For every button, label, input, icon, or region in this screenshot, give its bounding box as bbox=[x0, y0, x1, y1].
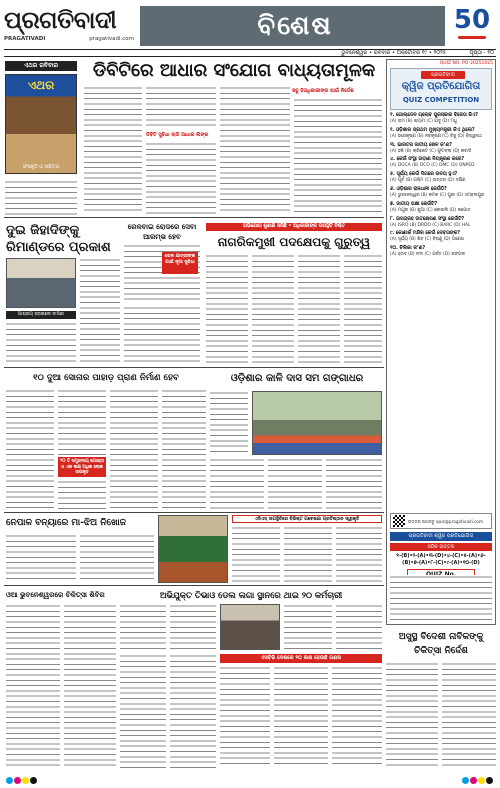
nepal-headline: ନେପାଳ ବନ୍ୟାରେ ମା-ଝିଅ ନିଖୋଜ bbox=[6, 518, 126, 528]
section-title: ବିଶେଷ bbox=[257, 11, 333, 41]
mid-box-headline: ରେଳ ଯାତ୍ରୀଙ୍କ ପାଇଁ ନୂଆ ସୁବିଧା bbox=[164, 254, 196, 265]
quiz-question-options: (A) ହରେକୃଷ୍ଣ (B) ନବକୃଷ୍ଣ (C) ବିଜୁ (D) ବିଶ୍ୱନାଥ bbox=[390, 133, 483, 139]
bottom-col-2 bbox=[170, 654, 216, 768]
quiz-question-text: ୧୦. ଚିଲିକା କ’ଣ? bbox=[390, 246, 426, 252]
foreign-headline: ଅସୁସ୍ଥ ବିଦେଶୀ ନାବିକଙ୍କୁ ଚିକିତ୍ସା ନିର୍ଦ୍ଦେଶ bbox=[398, 632, 484, 656]
quiz-questions bbox=[387, 111, 495, 511]
nepal-col-1 bbox=[6, 534, 76, 582]
bhubaneswar-col-1 bbox=[6, 604, 60, 768]
registration-cyan bbox=[6, 777, 13, 784]
quiz-question bbox=[390, 113, 492, 125]
mid-small-story-2 bbox=[124, 306, 200, 364]
oil-headline: ଅଭିଯୁକ୍ତ ତିଭାଓ ଡେଲ ଲଗା ସ୍ଥାନରେ ଥାଇ ୨୦ କର୍ମଚାରୀ bbox=[159, 590, 343, 600]
gold-col-2 bbox=[58, 389, 106, 455]
quiz-question-options: (A) ହକି (B) କ୍ରିକେଟ (C) ଫୁଟବଲ (D) କବାଡି bbox=[390, 148, 472, 154]
remand-photo bbox=[6, 258, 76, 308]
rule-h-4 bbox=[4, 585, 384, 586]
logo-text: ପ୍ରଗତିବାଦୀ bbox=[4, 6, 117, 34]
quiz-question-options: (A) DGCA (B) DCO (C) DMC (D) ONPED bbox=[390, 163, 475, 169]
registration-magenta-right bbox=[470, 777, 477, 784]
quiz-header bbox=[390, 68, 492, 110]
color-registration-marks bbox=[6, 777, 38, 784]
bottom-col-1 bbox=[120, 654, 166, 768]
research-col-1 bbox=[232, 526, 280, 582]
bottom-col-4 bbox=[274, 666, 328, 768]
nepal-col-2 bbox=[80, 534, 154, 582]
citizen-headline: ନାଗରିକମୁଖୀ ପଦକ୍ଷେପକୁ ଗୁରୁତ୍ୱ bbox=[217, 235, 371, 249]
gold-col-2b bbox=[58, 480, 106, 509]
remand-story-col-2 bbox=[6, 322, 76, 364]
quiz-question bbox=[390, 172, 492, 184]
gold-col-1 bbox=[6, 389, 54, 509]
citizen-col-4 bbox=[344, 254, 382, 364]
oil-col-2 bbox=[170, 604, 216, 650]
nepal-photo bbox=[158, 515, 228, 583]
banner-strip: ଅଭିଯୋଗ ଶୁଣାଣି ସରିଛି • ଅଧିକାରୀଙ୍କ ଉପସ୍ଥିତି ନିଶ୍ଚିତ bbox=[206, 223, 382, 231]
answer-label: ସଠିକ ଉତ୍ତର bbox=[390, 543, 492, 551]
rule-h-1 bbox=[4, 217, 384, 218]
odisha-col-3 bbox=[268, 458, 322, 509]
registration-magenta bbox=[14, 777, 21, 784]
quiz-question-options: (A) ସୂର୍ଯ୍ୟ (B) ଶିବ (C) ବିଷ୍ଣୁ (D) ଗଣେଶ bbox=[390, 237, 464, 243]
research-col-3 bbox=[336, 526, 382, 582]
quiz-title-odia: କ୍ୱିଜ ପ୍ରତିଯୋଗିତା bbox=[401, 81, 481, 92]
magazine-cover bbox=[5, 74, 77, 174]
quiz-title-en: QUIZ COMPETITION bbox=[402, 96, 480, 104]
gold-col-4 bbox=[162, 389, 206, 509]
main-story-col-2b bbox=[146, 142, 216, 214]
main-subhead-1: ଡିବିଟି ସୁବିଧା ଲାଗି ଆଧାର ଲିଙ୍କ bbox=[146, 132, 209, 138]
registration-black-right bbox=[486, 777, 493, 784]
research-col-2 bbox=[284, 526, 332, 582]
registration-yellow-right bbox=[478, 777, 485, 784]
gold-col-3 bbox=[110, 389, 158, 509]
odisha-col-2 bbox=[210, 458, 264, 509]
quiz-question bbox=[390, 246, 492, 258]
oil-photo bbox=[220, 604, 280, 650]
main-story-col-3 bbox=[220, 86, 290, 214]
research-strip: ଏସିଏସ୍‌ ଉପସ୍ଥିତିରେ ବିଶିଷ୍ଟ ଗବେଷଣା ପ୍ରତିଷ୍ଠାନ ସ୍ୱୀକୃତି bbox=[232, 515, 382, 523]
bottom-col-3 bbox=[220, 666, 270, 768]
mid-box bbox=[162, 252, 198, 274]
page-label: ପୃଷ୍ଠା - ୧୦ bbox=[469, 50, 494, 56]
odisha-headline: ଓଡ଼ିଶାର କାଳି ଦାସ ସମ ଗଙ୍ଗାଧର bbox=[230, 373, 364, 384]
left-promo-badge: ଏଥର ରବିବାର bbox=[5, 61, 77, 71]
winner-ribbon: ପ୍ରଗତିବାଦୀ କ୍ୱିଜ ପ୍ରତିଯୋଗିତା bbox=[390, 532, 492, 541]
registration-cyan-right bbox=[462, 777, 469, 784]
qr-code-icon bbox=[393, 515, 405, 527]
masthead bbox=[0, 0, 500, 58]
quiz-question-text: ୮. ଉପଗ୍ରହ ଉତକ୍ଷେପଣ ସଂସ୍ଥା କେଉଁଟି? bbox=[390, 216, 465, 222]
quiz-question-options: (A) ମୟୂର (B) ଶୁଆ (C) କୋଇଲି (D) କପୋତ bbox=[390, 207, 471, 213]
quiz-question-text: ୧. ଗୋଲ୍ଡେନ ଗ୍ଲୋବ ପୁରସ୍କାର ବିଜେତା କିଏ? bbox=[390, 113, 479, 118]
registration-yellow bbox=[22, 777, 29, 784]
bottom-col-5 bbox=[332, 666, 382, 768]
registration-black bbox=[30, 777, 37, 784]
bhubaneswar-headline: ଓଆ ଭୁବନେଶ୍ୱରରେ ଚିକିତ୍ସା ଶିବିର bbox=[6, 591, 105, 599]
magazine-footer: ସଂସ୍କୃତି ଓ ସାହିତ୍ୟ bbox=[22, 164, 60, 170]
remand-story-col bbox=[80, 258, 120, 364]
quiz-question bbox=[390, 231, 492, 243]
anniversary-underline bbox=[458, 36, 486, 39]
mid-small-headline: ରେଳବାଇ ରୋଡରେ ସେବା ଆରମ୍ଭ ହେବ bbox=[127, 223, 197, 241]
quiz-entry-note: ଉତ୍ତର ପଠାନ୍ତୁ quiz@pragativadi.com bbox=[408, 518, 484, 524]
quiz-question-options: (A) ହ୍ରଦ (B) ନଦୀ (C) ପର୍ବତ (D) ଜଙ୍ଗଲ bbox=[390, 252, 466, 258]
gold-headline: ୧୦ ଦୁଆ ସୋନାର ପାହାଡ଼ ପ୍ରାଣ ନିର୍ମାଣ ହେବ bbox=[33, 373, 179, 383]
quiz-question bbox=[390, 187, 492, 199]
quiz-question bbox=[390, 202, 492, 214]
foreign-col-2 bbox=[442, 662, 496, 768]
magazine-title: ଏଥର bbox=[27, 78, 55, 92]
quiz-question-text: ୨. ଓଡ଼ିଶାର ପ୍ରଥମ ମୁଖ୍ୟମନ୍ତ୍ରୀ କିଏ ଥିଲେ? bbox=[390, 127, 475, 133]
quiz-ribbon: ପ୍ରଗତିବାଦୀ bbox=[421, 71, 465, 79]
quiz-panel bbox=[386, 59, 496, 625]
oil-col-4 bbox=[336, 604, 382, 650]
anniversary-logo bbox=[452, 4, 492, 42]
quiz-question bbox=[390, 128, 492, 140]
main-subhead-2: ସବୁ ହିତାଧିକାରୀଙ୍କ ପାଇଁ ନିର୍ଦ୍ଦେଶ bbox=[292, 88, 354, 94]
odisha-photo bbox=[252, 391, 382, 455]
oil-col-1 bbox=[120, 604, 166, 650]
rule-h-3 bbox=[4, 512, 384, 513]
answer-key: ୧-(B)•୨-(A)•୩-(D)•୪-(C)•୫-(A)•୬-(B)•୭-(A)•୮-(C)•୯-(A)•୧୦-(D) bbox=[396, 553, 486, 566]
anniversary-number: 50 bbox=[453, 5, 491, 35]
quiz-question-text: ୭. ଜାତୀୟ ପକ୍ଷୀ କେଉଁଟି? bbox=[390, 201, 438, 207]
shelter-tag: ଆଶ୍ରୟ ହରାଇଲେ ବାସିନ୍ଦା bbox=[6, 311, 76, 319]
dateline-bar bbox=[4, 49, 496, 57]
main-story-col-2 bbox=[146, 86, 216, 130]
site-url: pragativadi.com bbox=[89, 36, 134, 42]
quiz-question-options: (A) ଭୁବନେଶ୍ୱର (B) କଟକ (C) ପୁରୀ (D) ସମ୍ବଲପୁର bbox=[390, 192, 485, 198]
quiz-question-text: ୯. କୋଣାର୍କ ମନ୍ଦିର କେଉଁ ଦେବତାଙ୍କ? bbox=[390, 231, 461, 237]
rule-h-2 bbox=[4, 367, 384, 368]
citizen-col-2 bbox=[252, 254, 294, 364]
winners-list bbox=[390, 575, 492, 621]
quiz-question bbox=[390, 217, 492, 229]
quiz-question bbox=[390, 143, 492, 155]
quiz-question-options: (A) ପୂର୍ବ (B) ପଶ୍ଚିମ (C) ଉତ୍ତର (D) ଦକ୍ଷିଣ bbox=[390, 178, 466, 184]
quiz-question-text: ୪. କେଉଁ ସଂସ୍ଥା ଉଡ଼ାଣ ନିୟନ୍ତ୍ରଣ କରେ? bbox=[390, 157, 465, 163]
foreign-col-1 bbox=[386, 662, 438, 768]
left-promo-text bbox=[5, 180, 77, 216]
left-promo bbox=[5, 61, 77, 176]
quiz-question-text: ୫. ସୂର୍ଯ୍ୟ କେଉଁ ଦିଗରେ ଉଦୟ ହୁଏ? bbox=[390, 172, 458, 178]
quiz-question-options: (A) ISRO (B) DRDO (C) BARC (D) HAL bbox=[390, 222, 471, 228]
quiz-code: QUIZ NO. PO-20251025 bbox=[439, 61, 493, 66]
quiz-question-text: ୬. ଓଡ଼ିଶାର ରାଜଧାନୀ କେଉଁଠି? bbox=[390, 186, 447, 192]
bhubaneswar-col-2 bbox=[64, 604, 116, 768]
color-registration-marks-right bbox=[462, 777, 494, 784]
masthead-logo bbox=[4, 6, 134, 48]
main-headline: ଡିବିଟିରେ ଆଧାର ସଂଯୋଗ ବାଧ୍ୟତାମୂଳକ bbox=[92, 60, 376, 81]
quiz-entry bbox=[390, 513, 492, 529]
odisha-col-4 bbox=[326, 458, 382, 509]
quiz-question-options: (A) ରାମ (B) ଶ୍ୟାମ (C) ଯଦୁ (D) ମଧୁ bbox=[390, 119, 457, 124]
quiz-question bbox=[390, 157, 492, 169]
oil-col-3 bbox=[284, 604, 332, 650]
quiz-question-text: ୩. ଭାରତର ଜାତୀୟ ଖେଳ କ’ଣ? bbox=[390, 142, 452, 148]
dateline: ଭୁବନେଶ୍ୱର • ରବିବାର • ଅକ୍ଟୋବର ୧୯ • ୨୦୨୫ bbox=[341, 50, 446, 56]
remand-headline: ଦୁଇ ଜିହାଦିଙ୍କୁ ରିମାଣ୍ଡରେ ପ୍ରକାଶ bbox=[6, 223, 111, 255]
main-story-col-1 bbox=[84, 86, 142, 214]
odisha-col-1 bbox=[210, 391, 248, 455]
main-story-col-4 bbox=[294, 98, 382, 214]
gold-box-text: ୨୦ ଟି ସମ୍ପ୍ରଦାୟ ଗୋଷ୍ଠୀ ଓ ଏକ ଲକ୍ଷ ଅଧିକ ଲୋକ ଉପକୃତ bbox=[60, 459, 104, 476]
citizen-col-1 bbox=[206, 254, 248, 364]
gold-box bbox=[58, 457, 106, 477]
bottom-strip: ଏସବିଭି ଦେଶରେ ୧୦ ଲକ୍ଷ ହେଉଛି ଗଣନା bbox=[220, 654, 382, 663]
logo-sub: PRAGATIVADI bbox=[4, 36, 46, 42]
citizen-col-3 bbox=[298, 254, 340, 364]
